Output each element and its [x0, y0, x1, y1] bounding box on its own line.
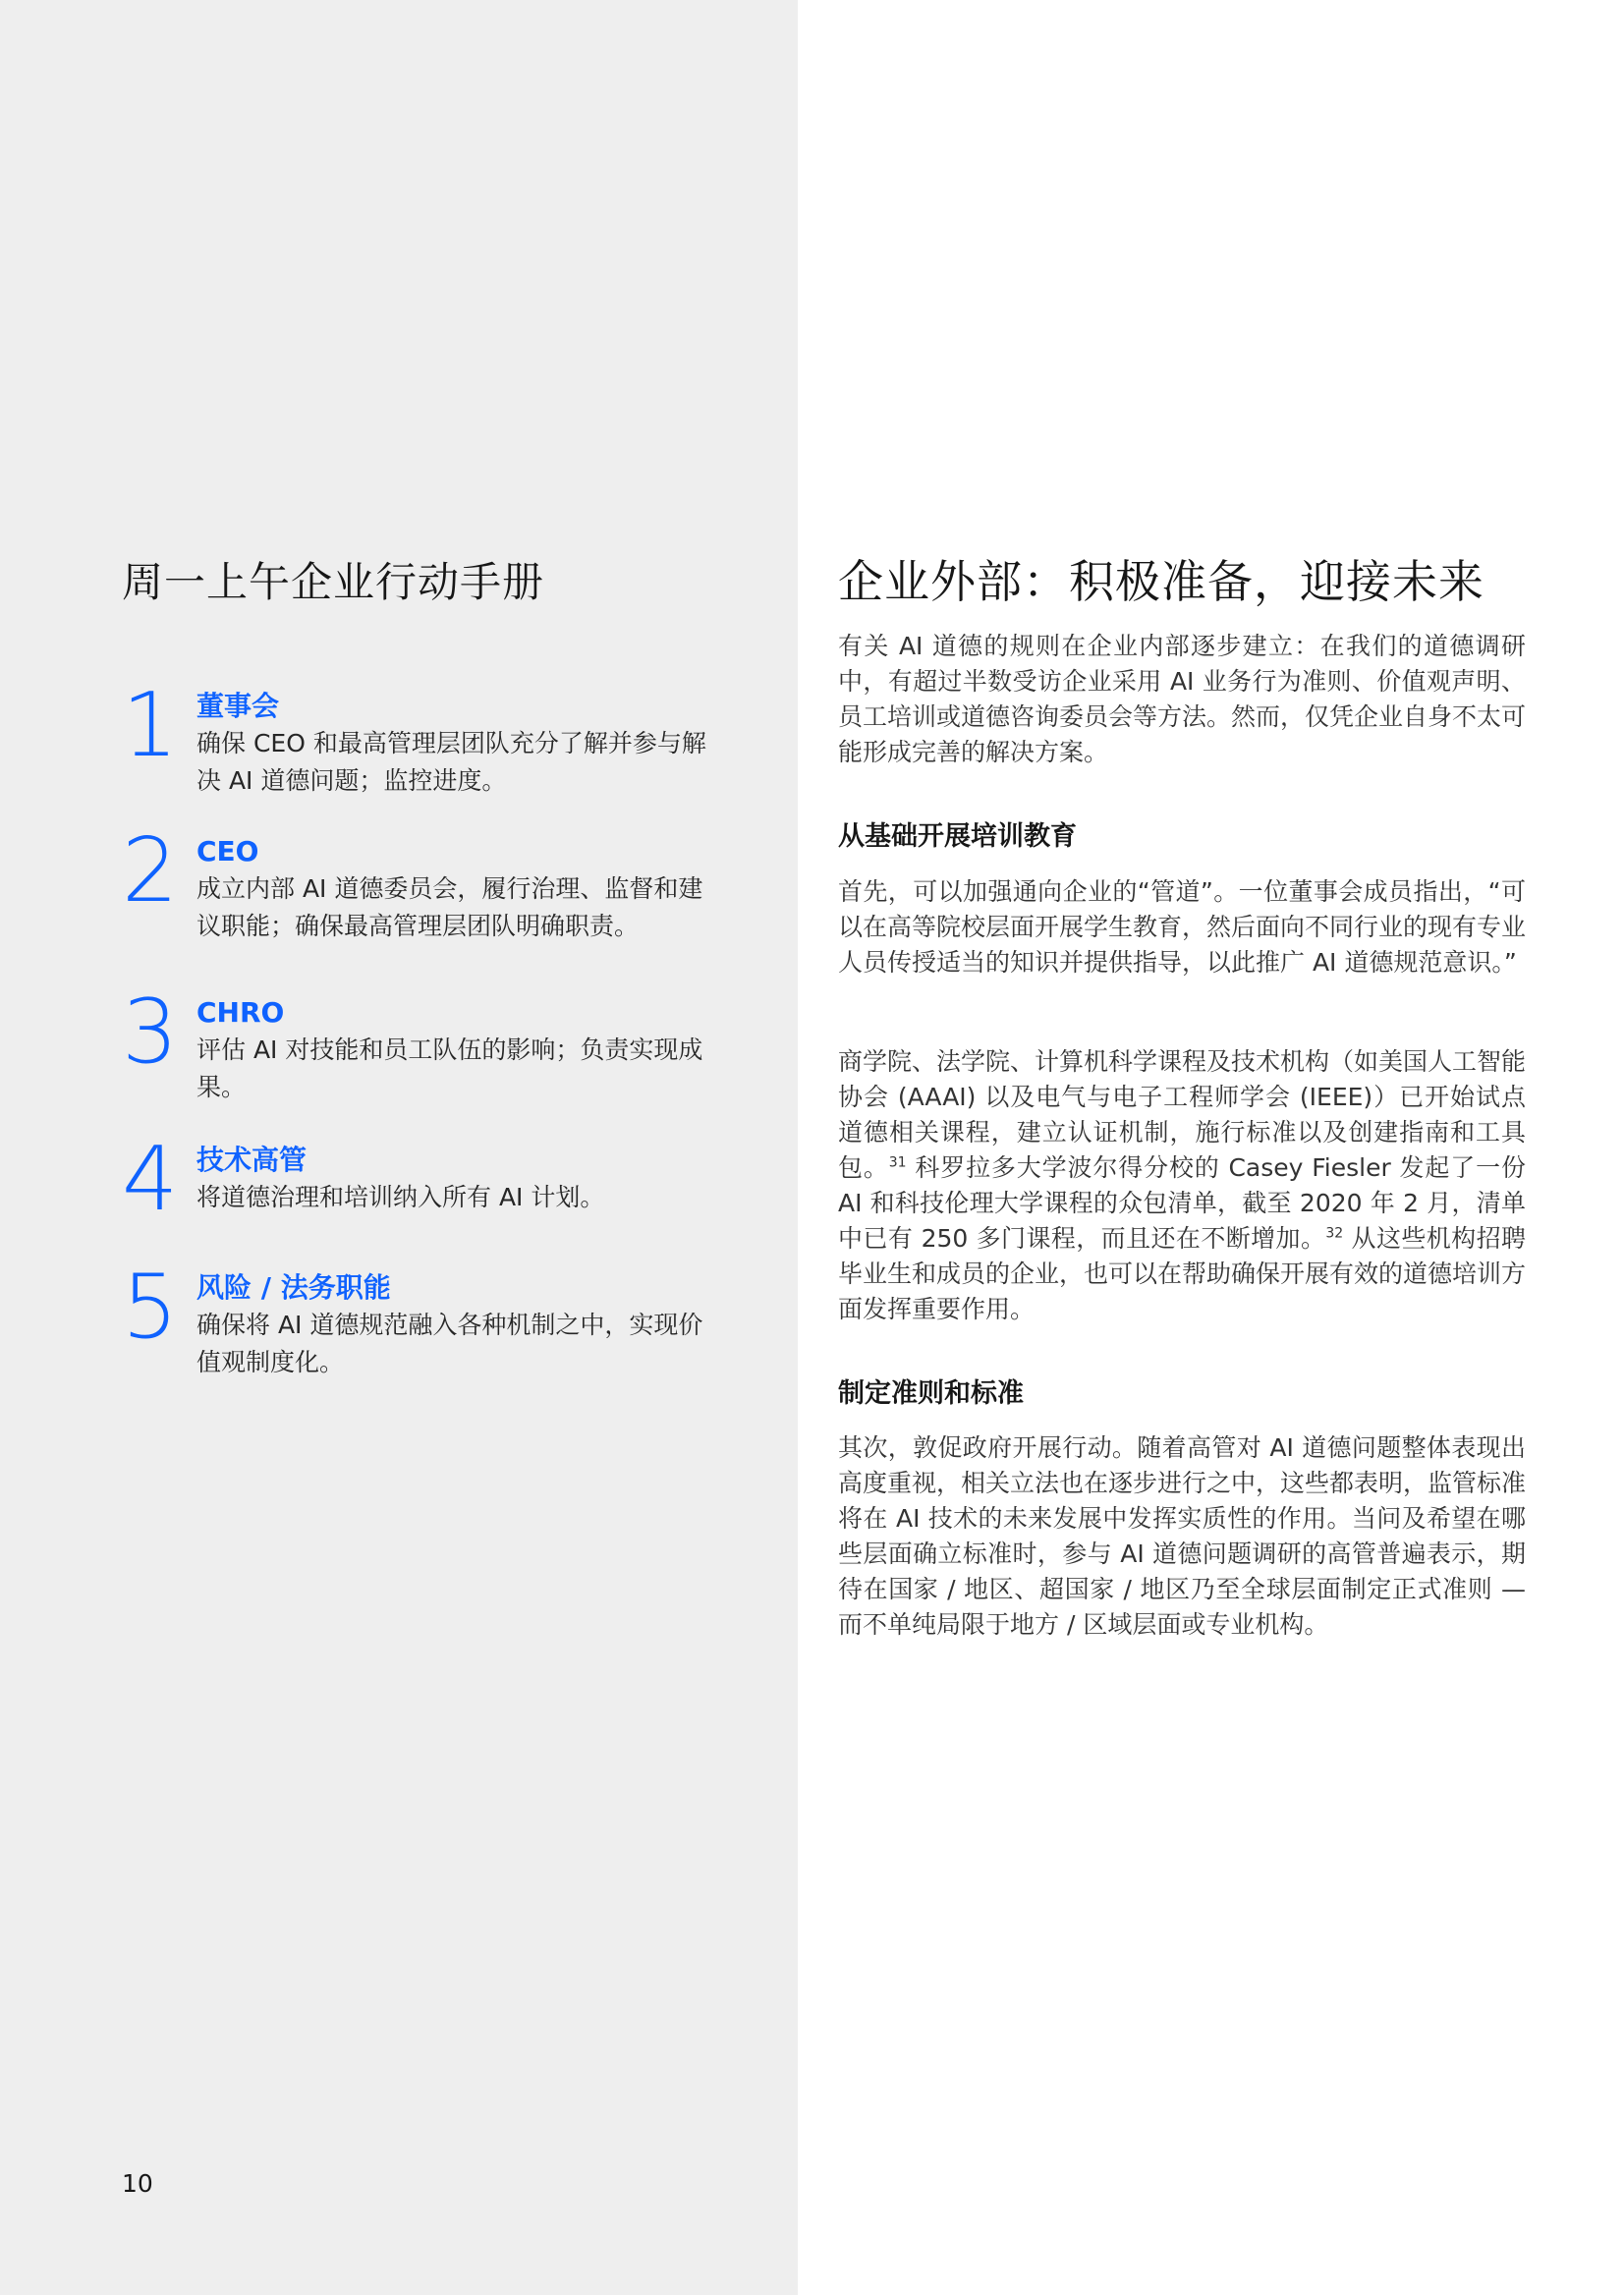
- page-number: 10: [122, 2169, 153, 2198]
- action-description: 将道德治理和培训纳入所有 AI 计划。: [196, 1183, 605, 1211]
- action-handbook-heading: 周一上午企业行动手册: [122, 558, 545, 606]
- footnote-31: 31: [888, 1154, 907, 1171]
- external-heading: 企业外部：积极准备，迎接未来: [838, 555, 1484, 608]
- action-number: 2: [122, 819, 179, 923]
- training-paragraph-2-part-b: 科罗拉多大学波尔得分校的 Casey Fiesler 发起了一份 AI 和科技伦理大学课程的众包清单，截至 2020 年 2 月，清单中已有 250 多门课程，而且还在不断增加。: [838, 1153, 1526, 1253]
- action-number: 1: [122, 674, 179, 777]
- left-panel: [0, 0, 798, 2295]
- training-paragraph-2: [838, 1044, 1526, 1327]
- section-training-title: 从基础开展培训教育: [838, 821, 1077, 852]
- action-role: CEO: [196, 835, 259, 868]
- action-number: 5: [122, 1256, 179, 1359]
- action-role: CHRO: [196, 996, 285, 1029]
- action-number: 3: [122, 980, 179, 1084]
- training-paragraph-1: 首先，可以加强通向企业的“管道”。一位董事会成员指出，“可以在高等院校层面开展学生教育，然后面向不同行业的现有专业人员传授适当的知识并提供指导，以此推广 AI 道德规范意识。”: [838, 877, 1527, 977]
- action-role: 技术高管: [196, 1144, 308, 1176]
- action-description: 评估 AI 对技能和员工队伍的影响；负责实现成果。: [196, 1036, 703, 1101]
- action-role: 董事会: [196, 690, 280, 722]
- action-description: 确保将 AI 道德规范融入各种机制之中，实现价值观制度化。: [196, 1311, 703, 1376]
- training-paragraph-2-part-a: 商学院、法学院、计算机科学课程及技术机构（如美国人工智能协会 (AAAI) 以及电气与电子工程师学会 (IEEE)）已开始试点道德相关课程，建立认证机制，施行标准以及创建指南和工具包。: [838, 1047, 1527, 1182]
- section-standards-title: 制定准则和标准: [838, 1378, 1024, 1409]
- action-description: 成立内部 AI 道德委员会，履行治理、监督和建议职能；确保最高管理层团队明确职责。: [196, 874, 703, 940]
- action-description: 确保 CEO 和最高管理层团队充分了解并参与解决 AI 道德问题；监控进度。: [196, 729, 706, 795]
- footnote-32: 32: [1325, 1225, 1344, 1242]
- action-role: 风险 / 法务职能: [196, 1271, 391, 1304]
- training-paragraph-2-part-c: 从这些机构招聘毕业生和成员的企业，也可以在帮助确保开展有效的道德培训方面发挥重要作用。: [838, 1224, 1527, 1323]
- intro-paragraph: 有关 AI 道德的规则在企业内部逐步建立：在我们的道德调研中，有超过半数受访企业采用 AI 业务行为准则、价值观声明、员工培训或道德咨询委员会等方法。然而，仅凭企业自身不太可能形成完善的解决方案。: [838, 632, 1527, 766]
- standards-paragraph: 其次，敦促政府开展行动。随着高管对 AI 道德问题整体表现出高度重视，相关立法也在逐步进行之中，这些都表明，监管标准将在 AI 技术的未来发展中发挥实质性的作用。当问及希望在哪些层面确立标准时，参与 AI 道德问题调研的高管普遍表示，期待在国家 / 地区、超国家 / 地区乃至全球层面制定正式准则 — 而不单纯局限于地方 / 区域层面或专业机构。: [838, 1433, 1527, 1639]
- action-number: 4: [122, 1128, 179, 1231]
